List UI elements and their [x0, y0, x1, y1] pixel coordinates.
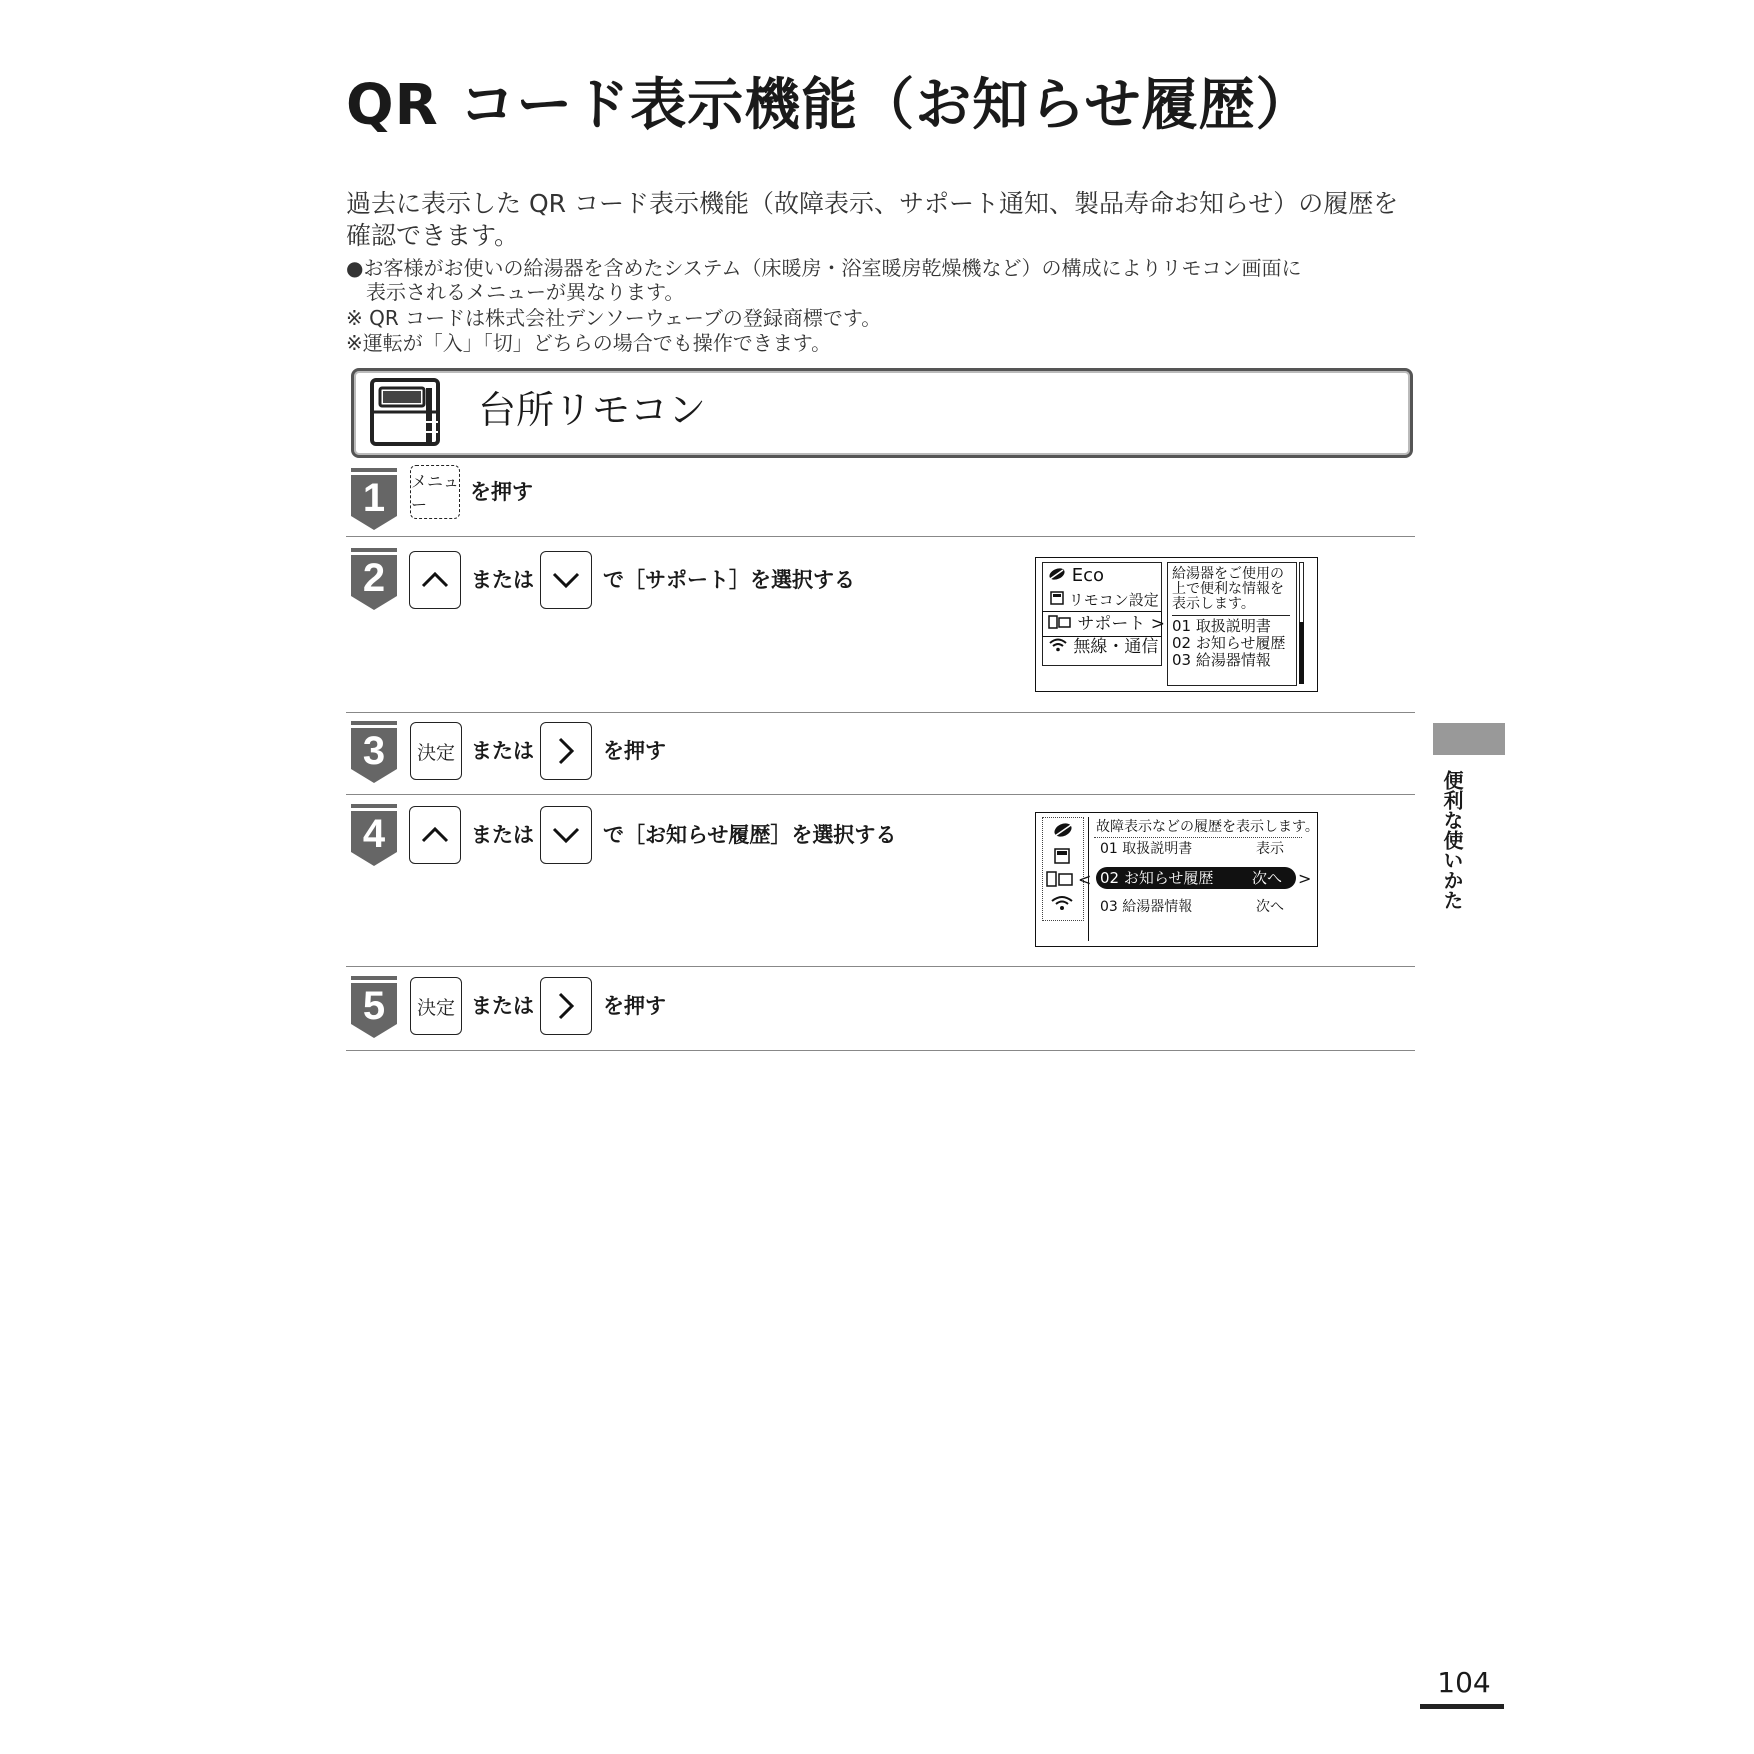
divider	[346, 536, 1415, 537]
up-key	[409, 806, 461, 864]
step-1-text: を押す	[470, 480, 533, 504]
chevron-down-icon	[550, 564, 582, 596]
remote-icon	[1054, 848, 1070, 864]
chevron-left-icon: <	[1078, 870, 1092, 889]
step-3-badge: 3	[351, 721, 397, 783]
up-key	[409, 551, 461, 609]
step-2-badge: 2	[351, 548, 397, 610]
right-key	[540, 977, 592, 1035]
note-line: ※ QR コードは株式会社デンソーウェーブの登録商標です。	[346, 306, 882, 330]
lcd-menu-eco: Eco	[1048, 567, 1104, 584]
or-text: または	[471, 568, 534, 592]
chevron-down-icon	[550, 819, 582, 851]
step-3-text: を押す	[603, 739, 666, 763]
intro-paragraph: 過去に表示した QR コード表示機能（故障表示、サポート通知、製品寿命お知らせ）の履歴を確認できます。	[346, 189, 1399, 250]
lcd-row-action: 次へ	[1252, 869, 1283, 887]
chevron-right-icon: >	[1298, 869, 1312, 888]
qr-icon	[1048, 615, 1072, 629]
menu-key: メニュー	[410, 465, 460, 519]
kitchen-remote-icon	[370, 378, 440, 446]
down-key	[540, 551, 592, 609]
lcd-row-action: 次へ	[1256, 899, 1284, 915]
page-title: QR コード表示機能（お知らせ履歴）	[346, 73, 1313, 138]
step-4-badge: 4	[351, 804, 397, 866]
lcd-desc-divider	[1172, 615, 1290, 616]
enter-key: 決定	[410, 722, 462, 780]
step-4-text: で［お知らせ履歴］を選択する	[603, 823, 897, 847]
page-number: 104	[1437, 1666, 1491, 1699]
step-2-text: で［サポート］を選択する	[603, 568, 855, 592]
lcd-menu-remote: リモコン設定	[1050, 591, 1159, 609]
enter-key: 決定	[410, 977, 462, 1035]
leaf-icon	[1052, 822, 1074, 838]
divider	[346, 1050, 1415, 1051]
lcd-row-selected: 02 お知らせ履歴	[1100, 869, 1214, 887]
lcd-header: 故障表示などの履歴を表示します。	[1096, 819, 1319, 835]
lcd-separator	[1088, 817, 1089, 941]
divider	[346, 712, 1415, 713]
note-line: 表示されるメニューが異なります。	[346, 280, 685, 304]
step-1-badge: 1	[351, 468, 397, 530]
lcd-row-action: 表示	[1256, 841, 1284, 857]
lcd-items: 01 取扱説明書 02 お知らせ履歴 03 給湯器情報	[1172, 617, 1286, 669]
lcd-desc: 給湯器をご使用の 上で便利な情報を 表示します。	[1172, 566, 1284, 612]
chevron-up-icon	[419, 564, 451, 596]
step-5-text: を押す	[603, 994, 666, 1018]
chevron-up-icon	[419, 819, 451, 851]
lcd-row: 01 取扱説明書	[1100, 841, 1193, 857]
qr-icon	[1046, 871, 1074, 887]
leaf-icon	[1048, 567, 1066, 581]
remote-title: 台所リモコン	[478, 388, 707, 432]
step-5-badge: 5	[351, 976, 397, 1038]
or-text: または	[471, 739, 534, 763]
wifi-icon	[1050, 895, 1074, 911]
note-line: ●お客様がお使いの給湯器を含めたシステム（床暖房・浴室暖房乾燥機など）の構成によりリモコン画面に	[346, 256, 1302, 280]
lcd-menu-support: サポート >	[1048, 615, 1165, 633]
lcd-row: 03 給湯器情報	[1100, 899, 1193, 915]
page-number-underline	[1420, 1704, 1504, 1709]
chevron-right-icon	[550, 990, 582, 1022]
divider	[346, 966, 1415, 967]
right-key	[540, 722, 592, 780]
down-key	[540, 806, 592, 864]
lcd-screen-history	[1035, 812, 1318, 947]
lcd-menu-wireless: 無線・通信	[1048, 638, 1158, 656]
wifi-icon	[1048, 638, 1068, 652]
or-text: または	[471, 823, 534, 847]
lcd-header-divider	[1094, 837, 1302, 838]
or-text: または	[471, 994, 534, 1018]
section-label: 便利な使いかた	[1440, 770, 1464, 910]
lcd-scrollbar-thumb	[1299, 622, 1304, 684]
remote-icon	[1050, 591, 1064, 605]
section-tab	[1433, 723, 1505, 755]
note-line: ※運転が「入」「切」どちらの場合でも操作できます。	[346, 331, 832, 355]
chevron-right-icon	[550, 735, 582, 767]
lcd-screen-support	[1035, 557, 1318, 692]
divider	[346, 794, 1415, 795]
